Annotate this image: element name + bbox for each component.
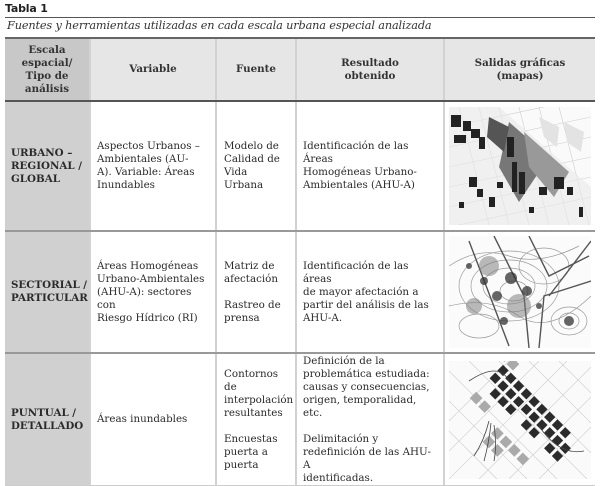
header-salidas [445,39,595,100]
map-cell [445,232,595,352]
header-escala-line: análisis [24,82,70,95]
variable-line: Inundables [97,179,155,191]
variable-cell [91,354,217,485]
header-resultado [297,39,445,100]
fuente-line: puerta a [224,445,268,458]
paragraph-gap [224,286,281,299]
fuente-line: Vida Urbana [224,166,264,191]
header-escala-line: Tipo de [25,69,69,82]
resultado-line: problemática estudiada: [303,367,430,380]
puntual-block-map-image [449,361,591,479]
table-label: Tabla 1 [5,2,48,15]
fuente-line: puerta [224,458,259,471]
resultado-line: AHU-A. [303,311,343,324]
data-table [5,37,595,486]
fuente-line: afectación [224,272,278,285]
variable-line: Áreas Homogéneas [97,259,199,272]
variable-cell [91,102,217,230]
escala-cell [5,232,91,352]
fuente-line: interpolación [224,393,294,406]
table-header-row [5,39,595,102]
fuente-cell [217,354,297,485]
fuente-line: resultantes [224,406,283,419]
resultado-line: Identificación de las áreas [303,259,409,285]
resultado-cell [297,232,445,352]
header-salidas-line: Salidas gráficas [474,56,566,69]
resultado-cell [297,354,445,485]
header-escala-line: Escala [28,43,66,56]
escala-line: SECTORIAL / [11,279,88,291]
fuente-line: Modelo de [224,140,279,152]
variable-line: A). Variable: Áreas [97,166,195,178]
resultado-line: redefinición de las AHU-A [303,445,431,471]
resultado-line: de mayor afectación a [303,285,419,298]
fuente-line: Encuestas [224,432,278,445]
resultado-line: Delimitación y [303,432,379,445]
header-resultado-line: obtenido [344,69,396,82]
resultado-line: identificadas. [303,471,374,484]
escala-cell [5,354,91,485]
fuente-line: Matriz de [224,259,275,272]
resultado-cell [297,102,445,230]
header-resultado-line: Resultado [341,56,399,69]
table-row [5,232,595,354]
fuente-cell [217,102,297,230]
fuente-line: Rastreo de [224,298,281,311]
sectorial-contour-map-image [449,236,591,348]
paragraph-gap [303,420,437,433]
variable-line: (AHU-A): sectores con [97,285,192,311]
header-escala-line: espacial/ [21,56,73,69]
header-escala [5,39,91,100]
header-fuente: Fuente [217,39,297,100]
resultado-line: Definición de la [303,354,385,367]
header-salidas-line: (mapas) [496,69,544,82]
escala-line: REGIONAL / [11,159,82,172]
resultado-line: Homogéneas Urbano- [303,166,417,178]
variable-line: Aspectos Urbanos – [97,140,200,152]
fuente-line: Contornos de [224,367,279,393]
map-cell [445,102,595,230]
table-row [5,354,595,486]
header-variable: Variable [91,39,217,100]
escala-line: DETALLADO [11,419,84,432]
resultado-line: causas y consecuencias, [303,380,430,393]
paragraph-gap [224,420,293,433]
escala-cell [5,102,91,230]
variable-line: Riesgo Hídrico (RI) [97,311,198,324]
map-cell [445,354,595,485]
fuente-line: Calidad de [224,153,280,165]
variable-line: Urbano-Ambientales [97,272,205,285]
table-row [5,102,595,232]
resultado-line: Identificación de las Áreas [303,140,409,165]
urban-regional-map-image [449,107,591,225]
top-rule [5,17,595,18]
table-caption: Fuentes y herramientas utilizadas en cada escala urbana especial analizada [7,19,432,32]
resultado-line: origen, temporalidad, etc. [303,393,417,419]
variable-line: Áreas inundables [97,413,188,425]
escala-line: PUNTUAL / [11,406,77,419]
variable-cell [91,232,217,352]
fuente-line: prensa [224,311,260,324]
resultado-line: partir del análisis de las [303,298,429,311]
escala-line: GLOBAL [11,172,60,185]
variable-line: Ambientales (AU- [97,153,189,165]
resultado-line: Ambientales (AHU-A) [303,179,415,191]
escala-line: PARTICULAR [11,292,88,304]
escala-line: URBANO – [11,146,73,159]
fuente-cell [217,232,297,352]
